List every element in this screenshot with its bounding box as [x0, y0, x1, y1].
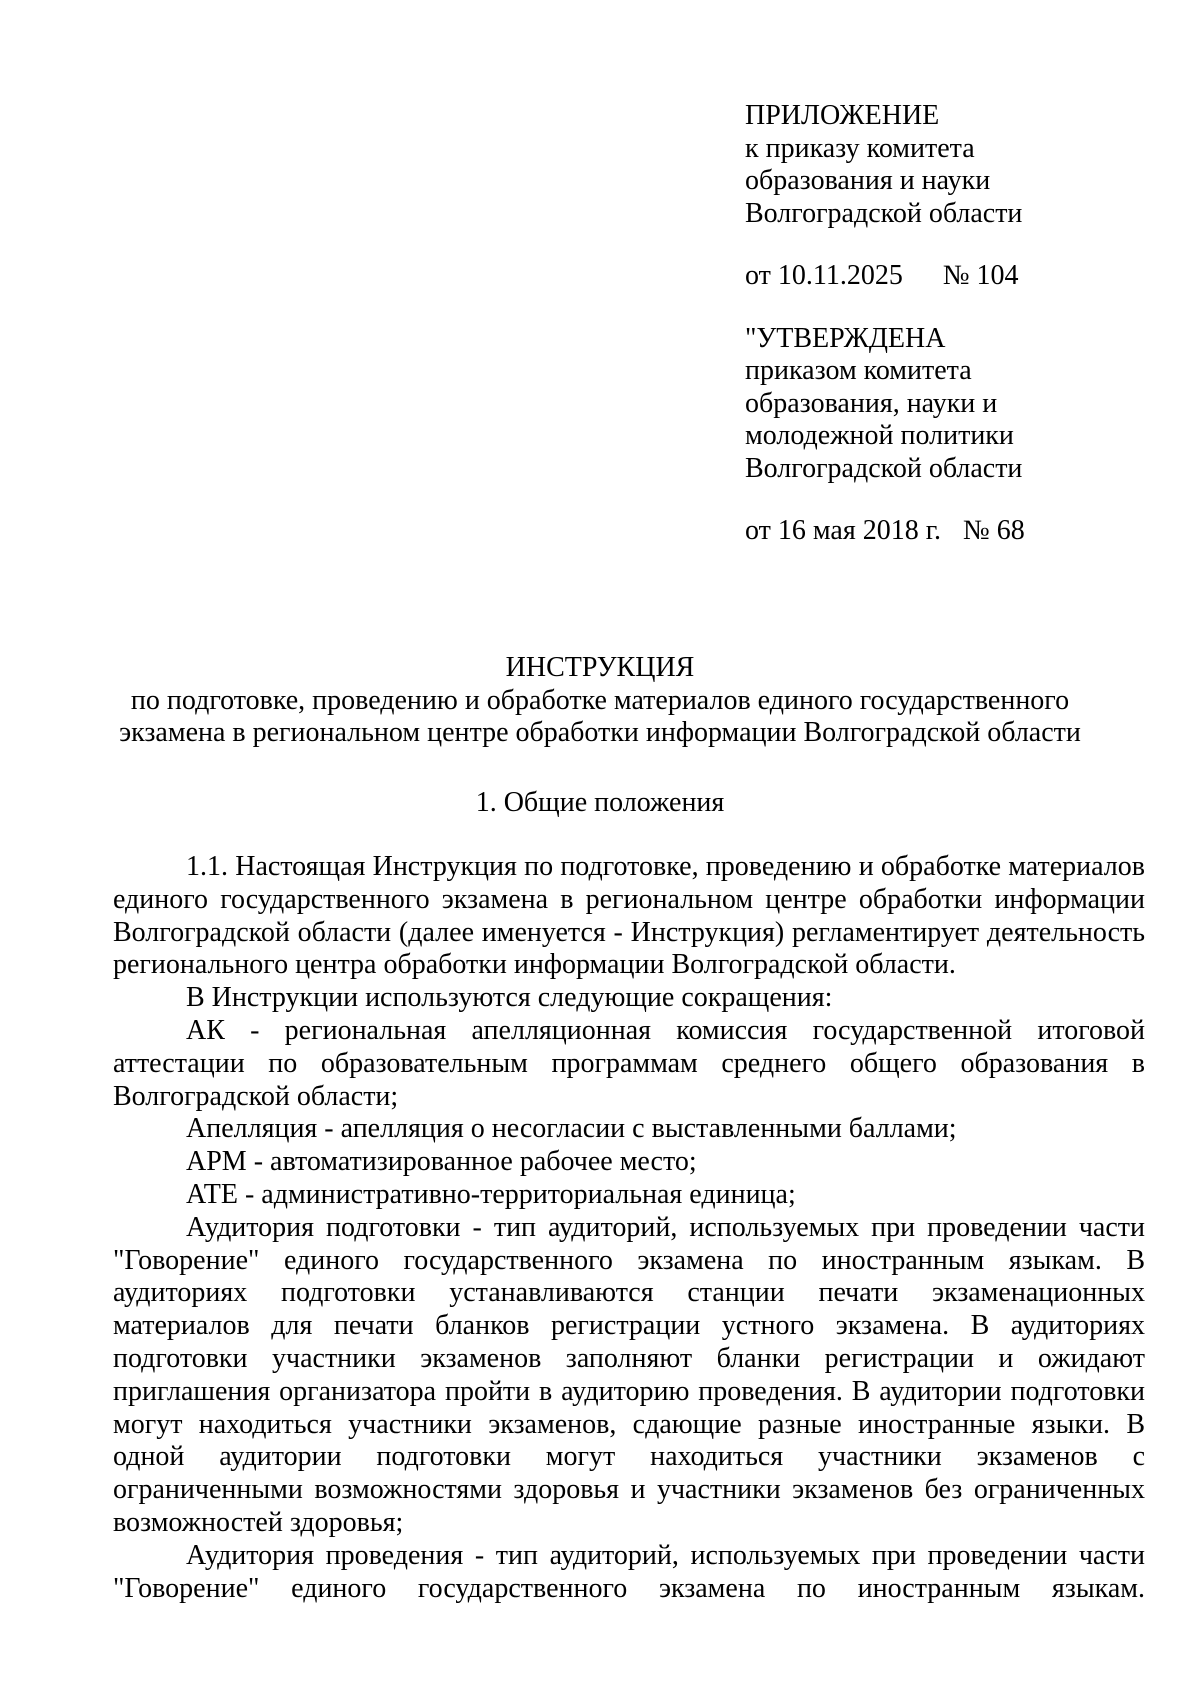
appendix-order-date: от 10.11.2025 [745, 260, 903, 291]
approval-order-line [745, 515, 1145, 548]
appendix-line-3: Волгоградской области [745, 197, 1023, 229]
paragraph-prep-room: Аудитория подготовки - тип аудиторий, используемых при проведении части "Говорение" единого государственного экзамена по иностранным языкам. В аудиториях подготовки устанавливаются станции печати экзаменационных материалов для печати бланков регистрации устного экзамена. В аудиториях подготовки участники экзаменов заполняют бланки регистрации и ожидают приглашения организатора пройти в аудиторию проведения. В аудитории подготовки могут находиться участники экзаменов, сдающие разные иностранные языки. В одной аудитории подготовки могут находиться участники экзаменов с ограниченными возможностями здоровья и участники экзаменов без ограниченных возможностей здоровья; [113, 1211, 1145, 1538]
appendix-order-number: № 104 [942, 260, 1019, 291]
appendix-order-line [745, 260, 1145, 293]
document-body [113, 851, 1145, 1605]
appendix-line-2: образования и науки [745, 165, 991, 196]
approval-order-date: от 16 мая 2018 г. [745, 515, 942, 546]
document-title-line-2: экзамена в региональном центре обработки информации Волгоградской области [119, 717, 1081, 748]
appendix-title: ПРИЛОЖЕНИЕ [745, 100, 940, 131]
document-title-heading: ИНСТРУКЦИЯ [505, 652, 695, 683]
approval-line-2: образования, науки и [745, 387, 998, 419]
paragraph-exam-room: Аудитория проведения - тип аудиторий, используемых при проведении части "Говорение" единого государственного экзамена по иностранным языкам. [113, 1539, 1145, 1604]
appendix-header [745, 100, 1145, 548]
section-heading: 1. Общие положения [475, 787, 725, 818]
approval-line-1: приказом комитета [745, 355, 972, 386]
paragraph-ak: АК - региональная апелляционная комиссия государственной итоговой аттестации по образовательным программам среднего общего образования в Волгоградской области; [113, 1014, 1145, 1112]
appendix-line-1: к приказу комитета [745, 132, 975, 164]
paragraph-ate: АТЕ - административно-территориальная единица; [186, 1178, 796, 1210]
paragraph-arm: АРМ - автоматизированное рабочее место; [186, 1146, 697, 1178]
approval-title: "УТВЕРЖДЕНА [745, 322, 946, 354]
paragraph-1-1: 1.1. Настоящая Инструкция по подготовке, проведению и обработке материалов единого государственного экзамена в региональном центре обработки информации Волгоградской области (далее именуется - Инструкция) регламентирует деятельность регионального центра обработки информации Волгоградской области. [113, 851, 1145, 981]
document-title-line-1: по подготовке, проведению и обработке материалов единого государственного [130, 684, 1070, 716]
approval-line-4: Волгоградской области [745, 452, 1023, 484]
document-title [60, 652, 1140, 750]
paragraph-appeal: Апелляция - апелляция о несогласии с выставленными баллами; [186, 1113, 957, 1145]
paragraph-abbreviations-intro: В Инструкции используются следующие сокращения: [186, 982, 833, 1014]
approval-order-number: № 68 [963, 515, 1025, 546]
approval-line-3: молодежной политики [745, 420, 1014, 451]
